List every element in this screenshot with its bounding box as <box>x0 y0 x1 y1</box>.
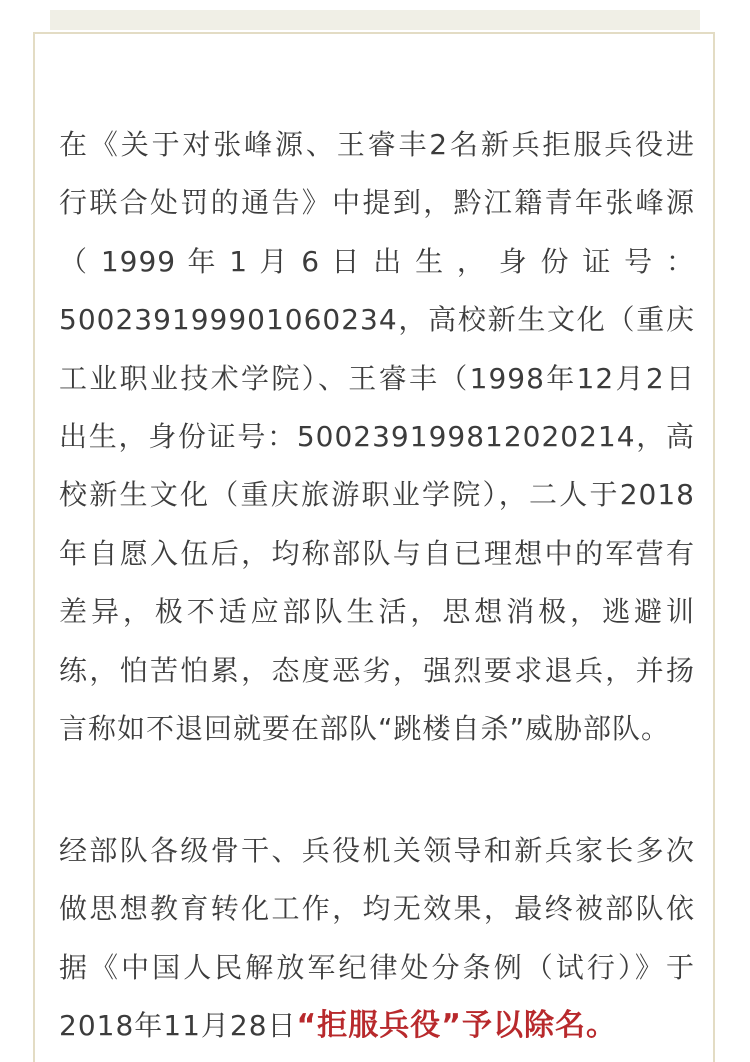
article-paragraph-2 <box>59 822 695 1056</box>
paragraph-last-line <box>59 997 695 1055</box>
paragraph-line: 校新生文化（重庆旅游职业学院），二人于2018 <box>59 478 695 512</box>
paragraph-line: 经部队各级骨干、兵役机关领导和新兵家长多次 <box>59 834 695 867</box>
paragraph-line: 做思想教育转化工作，均无效果，最终被部队依 <box>59 892 695 926</box>
paragraph-line: 500239199901060234，高校新生文化（重庆 <box>59 303 695 337</box>
paragraph-line: 年自愿入伍后，均称部队与自已理想中的军营有 <box>59 536 695 570</box>
paragraph-line: 言称如不退回就要在部队“跳楼自杀”威胁部队。 <box>59 712 671 746</box>
paragraph-line: 工业职业技术学院）、王睿丰（1998年12月2日 <box>59 361 695 395</box>
removal-date: 2018年11月28日 <box>59 1009 297 1043</box>
paragraph-line: 在《关于对张峰源、王睿丰2名新兵拒服兵役进 <box>59 128 695 161</box>
paragraph-line: 据《中国人民解放军纪律处分条例（试行）》于 <box>59 950 695 984</box>
paragraph-line: （ 1999 年 1 月 6 日 出 生 ， 身 份 证 号 ： <box>59 244 695 278</box>
highlight-text: “拒服兵役”予以除名。 <box>296 1008 617 1044</box>
article-paragraph-1 <box>59 116 695 758</box>
top-decorative-strip <box>50 10 700 30</box>
paragraph-line: 练，怕苦怕累，态度恶劣，强烈要求退兵，并扬 <box>59 653 695 687</box>
paragraph-line: 行联合处罚的通告》中提到，黔江籍青年张峰源 <box>59 186 695 220</box>
paragraph-line: 出生，身份证号：500239199812020214，高 <box>59 420 695 454</box>
article-card <box>33 32 715 1062</box>
paragraph-line: 差异，极不适应部队生活，思想消极，逃避训 <box>59 595 695 629</box>
